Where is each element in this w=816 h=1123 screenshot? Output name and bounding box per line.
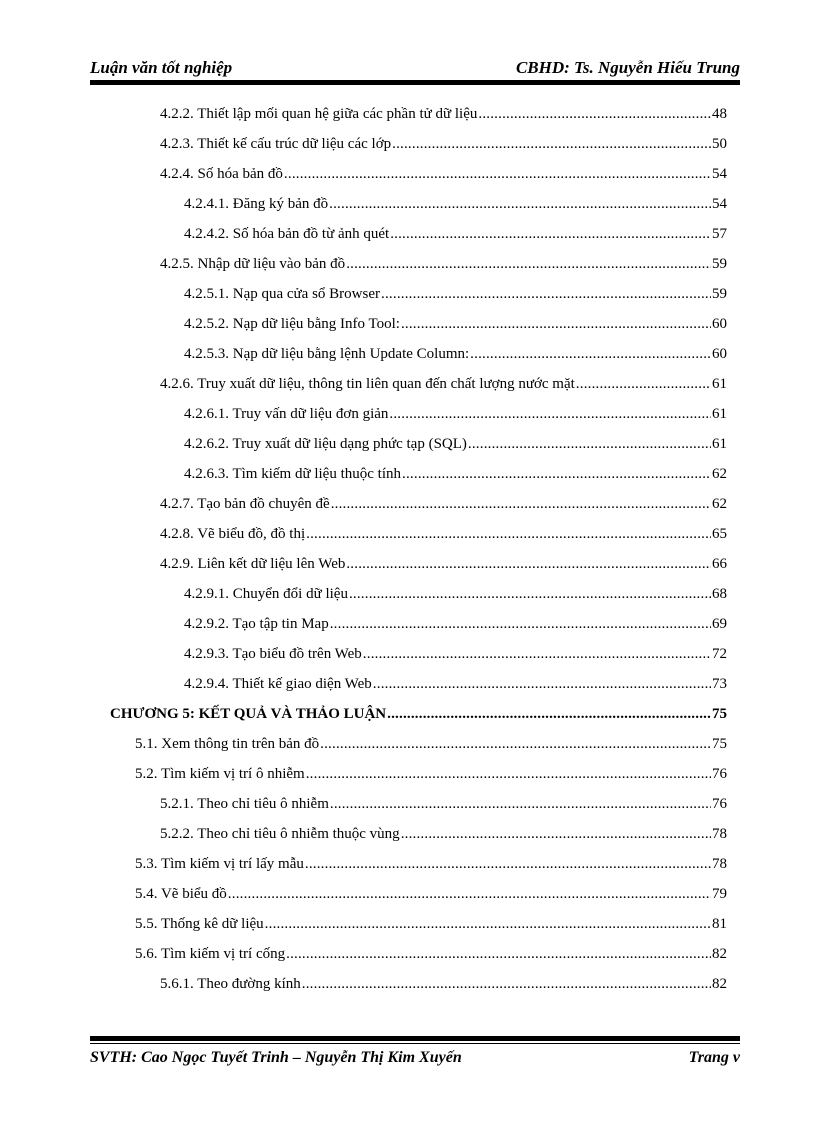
toc-entry[interactable]: [184, 284, 727, 304]
toc-leader-dots: [330, 794, 711, 814]
toc-entry[interactable]: [160, 374, 727, 394]
toc-entry-page: 54: [712, 196, 727, 212]
toc-entry-label: 5.5. Thống kê dữ liệu: [135, 916, 264, 932]
toc-entry-page: 54: [712, 166, 727, 182]
toc-entry[interactable]: [135, 884, 727, 904]
toc-entry-page: 78: [712, 856, 727, 872]
toc-entry-page: 60: [712, 316, 727, 332]
toc-entry-label: 4.2.4.2. Số hóa bản đồ từ ảnh quét: [184, 226, 390, 242]
toc-leader-dots: [392, 134, 711, 154]
toc-entry-label: 5.6.1. Theo đường kính: [160, 976, 301, 992]
toc-entry-label: 5.3. Tìm kiếm vị trí lấy mẫu: [135, 856, 304, 872]
footer-page-number: Trang v: [688, 1049, 740, 1066]
toc-entry[interactable]: [160, 254, 727, 274]
header-divider: [90, 80, 740, 85]
toc-entry-label: 4.2.9.1. Chuyển đổi dữ liệu: [184, 586, 348, 602]
toc-leader-dots: [390, 224, 711, 244]
toc-entry[interactable]: [184, 614, 727, 634]
toc-entry[interactable]: [135, 914, 727, 934]
toc-entry-page: 62: [712, 466, 727, 482]
toc-entry[interactable]: [160, 554, 727, 574]
toc-entry-label: 4.2.7. Tạo bản đồ chuyên đề: [160, 496, 330, 512]
toc-entry[interactable]: [135, 854, 727, 874]
toc-entry-page: 50: [712, 136, 727, 152]
footer-authors: SVTH: Cao Ngọc Tuyết Trinh – Nguyễn Thị Kim Xuyến: [90, 1049, 462, 1066]
toc-entry-page: 69: [712, 616, 727, 632]
toc-leader-dots: [389, 404, 711, 424]
toc-entry[interactable]: [160, 794, 727, 814]
toc-entry-label: 5.4. Vẽ biểu đồ: [135, 886, 227, 902]
toc-leader-dots: [286, 944, 711, 964]
toc-entry-page: 78: [712, 826, 727, 842]
toc-chapter-entry[interactable]: [110, 704, 727, 724]
toc-entry[interactable]: [184, 344, 727, 364]
page-footer: [90, 1047, 740, 1069]
toc-entry-label: 4.2.5.1. Nạp qua cửa sổ Browser: [184, 286, 381, 302]
toc-leader-dots: [373, 674, 711, 694]
toc-entry[interactable]: [184, 674, 727, 694]
toc-entry[interactable]: [184, 464, 727, 484]
toc-entry-page: 61: [712, 436, 727, 452]
toc-leader-dots: [346, 254, 711, 274]
toc-entry-page: 62: [712, 496, 727, 512]
toc-entry-label: 5.1. Xem thông tin trên bản đồ: [135, 736, 320, 752]
toc-leader-dots: [320, 734, 711, 754]
toc-entry-label: 4.2.9. Liên kết dữ liệu lên Web: [160, 556, 346, 572]
toc-entry-label: 5.2.2. Theo chỉ tiêu ô nhiễm thuộc vùng: [160, 826, 400, 842]
toc-leader-dots: [330, 614, 711, 634]
toc-leader-dots: [346, 554, 711, 574]
toc-leader-dots: [265, 914, 711, 934]
toc-leader-dots: [576, 374, 711, 394]
toc-leader-dots: [306, 764, 711, 784]
toc-entry-page: 82: [712, 976, 727, 992]
toc-entry-page: 81: [712, 916, 727, 932]
toc-entry[interactable]: [160, 524, 727, 544]
toc-leader-dots: [468, 434, 711, 454]
toc-entry-page: 59: [712, 256, 727, 272]
toc-entry[interactable]: [160, 104, 727, 124]
toc-entry[interactable]: [135, 734, 727, 754]
toc-entry-label: 4.2.6.2. Truy xuất dữ liệu dạng phức tạp (SQL): [184, 436, 467, 452]
toc-entry[interactable]: [184, 314, 727, 334]
toc-entry[interactable]: [135, 764, 727, 784]
toc-entry-label: 4.2.9.2. Tạo tập tin Map: [184, 616, 329, 632]
toc-entry-label: 4.2.9.3. Tạo biểu đồ trên Web: [184, 646, 362, 662]
toc-entry-label: 4.2.3. Thiết kế cấu trúc dữ liệu các lớp: [160, 136, 392, 152]
toc-entry[interactable]: [184, 404, 727, 424]
toc-entry-label: 4.2.5. Nhập dữ liệu vào bản đồ: [160, 256, 346, 272]
toc-entry-page: 66: [712, 556, 727, 572]
toc-entry-page: 59: [712, 286, 727, 302]
toc-entry-page: 65: [712, 526, 727, 542]
toc-entry-label: 4.2.9.4. Thiết kế giao diện Web: [184, 676, 372, 692]
footer-divider: [90, 1036, 740, 1041]
toc-entry-page: 73: [712, 676, 727, 692]
toc-entry-page: 48: [712, 106, 727, 122]
toc-entry-page: 72: [712, 646, 727, 662]
header-advisor: CBHD: Ts. Nguyễn Hiếu Trung: [515, 58, 740, 77]
toc-leader-dots: [329, 194, 711, 214]
toc-entry-page: 61: [712, 406, 727, 422]
toc-leader-dots: [331, 494, 711, 514]
toc-leader-dots: [302, 974, 711, 994]
toc-leader-dots: [401, 314, 711, 334]
toc-leader-dots: [305, 854, 711, 874]
toc-entry-label: 4.2.4. Số hóa bản đồ: [160, 166, 283, 182]
toc-leader-dots: [306, 524, 711, 544]
toc-entry[interactable]: [184, 644, 727, 664]
toc-entry[interactable]: [160, 494, 727, 514]
toc-entry[interactable]: [135, 944, 727, 964]
toc-entry-page: 79: [712, 886, 727, 902]
toc-entry-label: 4.2.6. Truy xuất dữ liệu, thông tin liên quan đến chất lượng nước mặt: [160, 376, 575, 392]
toc-entry[interactable]: [160, 824, 727, 844]
toc-entry[interactable]: [184, 434, 727, 454]
footer-divider-thin: [90, 1043, 740, 1044]
toc-leader-dots: [401, 824, 711, 844]
toc-entry-label: 5.6. Tìm kiếm vị trí cống: [135, 946, 286, 962]
toc-leader-dots: [228, 884, 711, 904]
toc-entry-label: 4.2.6.1. Truy vấn dữ liệu đơn giản: [184, 406, 389, 422]
toc-entry-label: 4.2.4.1. Đăng ký bản đồ: [184, 196, 329, 212]
toc-entry-page: 75: [712, 736, 727, 752]
toc-entry-page: 61: [712, 376, 727, 392]
toc-entry[interactable]: [184, 194, 727, 214]
toc-entry-label: 4.2.6.3. Tìm kiếm dữ liệu thuộc tính: [184, 466, 402, 482]
toc-leader-dots: [363, 644, 711, 664]
toc-entry-label: 4.2.2. Thiết lập mối quan hệ giữa các phần tử dữ liệu: [160, 106, 478, 122]
toc-leader-dots: [470, 344, 711, 364]
toc-entry-label: CHƯƠNG 5: KẾT QUẢ VÀ THẢO LUẬN: [110, 706, 387, 722]
toc-entry-page: 57: [712, 226, 727, 242]
toc-leader-dots: [284, 164, 711, 184]
toc-entry[interactable]: [160, 164, 727, 184]
toc-leader-dots: [402, 464, 711, 484]
toc-entry[interactable]: [184, 224, 727, 244]
toc-entry-page: 68: [712, 586, 727, 602]
toc-entry-label: 5.2.1. Theo chỉ tiêu ô nhiễm: [160, 796, 329, 812]
toc-entry-label: 5.2. Tìm kiếm vị trí ô nhiễm: [135, 766, 305, 782]
toc-leader-dots: [478, 104, 711, 124]
toc-entry[interactable]: [160, 134, 727, 154]
toc-entry-label: 4.2.5.2. Nạp dữ liệu bằng Info Tool:: [184, 316, 400, 332]
toc-entry-label: 4.2.5.3. Nạp dữ liệu bằng lệnh Update Column:: [184, 346, 470, 362]
toc-entry-page: 76: [712, 796, 727, 812]
toc-leader-dots: [387, 704, 711, 724]
header-thesis-title: Luận văn tốt nghiệp: [90, 58, 233, 77]
toc-leader-dots: [381, 284, 711, 304]
toc-leader-dots: [349, 584, 711, 604]
toc-entry-page: 82: [712, 946, 727, 962]
toc-entry-label: 4.2.8. Vẽ biểu đồ, đồ thị: [160, 526, 306, 542]
toc-entry-page: 75: [712, 706, 727, 722]
toc-entry-page: 60: [712, 346, 727, 362]
toc-entry-page: 76: [712, 766, 727, 782]
toc-entry[interactable]: [184, 584, 727, 604]
page-header: [90, 56, 740, 78]
toc-entry[interactable]: [160, 974, 727, 994]
